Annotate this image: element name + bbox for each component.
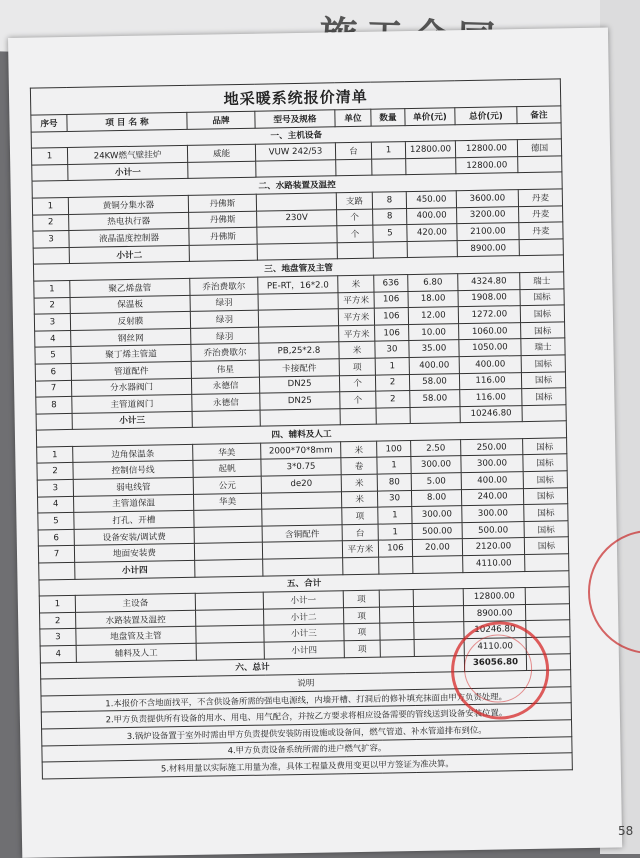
table-cell: 绿羽 (191, 327, 259, 345)
table-cell: 主管道保温 (74, 494, 194, 513)
table-cell: 4110.00 (463, 555, 525, 573)
table-cell: 国标 (521, 355, 565, 372)
table-cell (413, 605, 463, 622)
table-cell: 4 (35, 330, 71, 347)
table-cell: 4 (38, 496, 74, 513)
table-cell: 乔治费歇尔 (190, 277, 258, 295)
table-cell: 设备安装/调试费 (74, 527, 194, 546)
table-cell: 热电执行器 (69, 212, 189, 231)
table-cell: 小计四 (75, 560, 195, 579)
table-cell: 反射膜 (70, 311, 190, 330)
table-cell: 总价(元) (455, 107, 517, 125)
table-cell: 2 (34, 297, 70, 314)
table-cell (256, 193, 336, 211)
table-cell: 4324.80 (458, 273, 520, 291)
table-cell: 丹佛斯 (189, 211, 257, 229)
table-cell (343, 557, 379, 574)
table-cell (410, 406, 460, 423)
table-cell (337, 242, 373, 259)
table-cell: 5 (373, 225, 407, 242)
table-cell: 2.甲方负责提供所有设备的用水、用电、用气配合，并按乙方要求将相应设备需要的管线送到设备安装位置。 (41, 703, 571, 729)
table-cell: 弱电线管 (73, 477, 193, 496)
table-cell: 国标 (524, 521, 568, 538)
table-cell: 35.00 (409, 340, 459, 357)
table-cell (379, 557, 413, 574)
table-cell: 3 (33, 231, 69, 248)
quote-sheet (8, 28, 622, 858)
table-cell: 永德信 (191, 377, 259, 395)
table-cell: 丹麦 (519, 205, 563, 222)
table-cell (522, 405, 566, 422)
table-cell: 二、水路装置及温控 (32, 172, 562, 198)
table-cell (336, 159, 372, 176)
table-cell: 个 (340, 391, 376, 408)
table-cell: 7 (38, 546, 74, 563)
table-cell: 聚丁烯主管道 (71, 345, 191, 364)
table-cell: 一、主机设备 (31, 122, 561, 148)
table-cell: 3 (34, 314, 70, 331)
table-cell: 1060.00 (459, 322, 521, 340)
table-cell (413, 589, 463, 606)
table-cell: 12.00 (408, 307, 458, 324)
table-cell: PE-RT，16*2.0 (258, 276, 338, 294)
table-cell (32, 164, 68, 181)
table-cell: 打孔、开槽 (74, 511, 194, 530)
table-cell: 12800.00 (463, 588, 525, 606)
table-cell: 小计二 (69, 245, 189, 264)
table-cell: 230V (257, 209, 337, 227)
table-cell: 2.50 (411, 440, 461, 457)
table-cell (258, 309, 338, 327)
table-cell: 30 (377, 490, 411, 507)
table-cell: 106 (374, 291, 408, 308)
table-cell: 3.锅炉设备置于室外时需由甲方负责提供安装防雨设施或设备间，燃气管道、补水管道排布到位。 (42, 720, 572, 746)
table-cell: 说明 (41, 670, 571, 696)
table-cell: 项 (344, 640, 380, 657)
table-cell: 500.00 (412, 522, 462, 539)
table-cell: 1 (37, 446, 73, 463)
table-cell: 1 (371, 142, 405, 159)
table-cell: 永德信 (192, 393, 260, 411)
table-cell: 116.00 (460, 389, 522, 407)
table-cell: 3*0.75 (261, 458, 341, 476)
table-cell: 地面安装费 (74, 544, 194, 563)
table-cell (379, 590, 413, 607)
table-cell: 序号 (31, 114, 67, 131)
table-cell: 116.00 (459, 372, 521, 390)
table-cell: 300.00 (462, 505, 524, 523)
table-cell: 420.00 (407, 224, 457, 241)
table-cell: 支路 (336, 192, 372, 209)
table-cell: 36056.80 (464, 654, 526, 672)
table-cell: 国标 (523, 438, 567, 455)
table-cell: 水路装置及温控 (76, 610, 196, 629)
table-cell (519, 239, 563, 256)
table-cell: 1 (34, 280, 70, 297)
table-cell: 五、合计 (39, 570, 569, 596)
table-cell: 5 (38, 513, 74, 530)
table-cell (192, 410, 260, 428)
table-cell (373, 241, 407, 258)
table-cell (525, 587, 569, 604)
table-cell (36, 413, 72, 430)
table-cell: 国标 (524, 504, 568, 521)
table-cell (196, 609, 264, 627)
table-cell: 6 (35, 363, 71, 380)
table-cell: 6 (38, 529, 74, 546)
table-cell: 控制信号线 (73, 461, 193, 480)
table-cell: 240.00 (461, 488, 523, 506)
table-cell (262, 508, 342, 526)
table-cell: 品牌 (187, 111, 255, 129)
table-cell (188, 161, 256, 179)
table-cell: 80 (377, 474, 411, 491)
table-cell: 1 (378, 523, 412, 540)
table-cell: 备注 (517, 106, 561, 123)
table-cell: 国标 (521, 371, 565, 388)
table-cell: 国标 (521, 322, 565, 339)
table-cell: de20 (261, 475, 341, 493)
table-cell (259, 325, 339, 343)
table-cell: 型号及规格 (255, 110, 335, 128)
table-cell (189, 244, 257, 262)
table-cell: 400.00 (407, 207, 457, 224)
table-cell: 个 (337, 225, 373, 242)
table-cell (194, 509, 262, 527)
table-cell: 国标 (520, 288, 564, 305)
table-cell: 华美 (193, 443, 261, 461)
table-cell: 8900.00 (463, 604, 525, 622)
table-cell: 边角保温条 (73, 444, 193, 463)
table-cell (196, 626, 264, 644)
table-cell: 3200.00 (457, 206, 519, 224)
table-cell: 106 (375, 324, 409, 341)
table-cell: 国标 (523, 487, 567, 504)
table-cell: 四、辅料及人工 (36, 421, 566, 447)
table-cell (414, 622, 464, 639)
table-cell: 国标 (522, 388, 566, 405)
table-cell: 18.00 (408, 290, 458, 307)
table-cell: 单位 (335, 109, 371, 126)
table-cell (257, 226, 337, 244)
table-cell: 1 (39, 596, 75, 613)
table-cell: 项 (343, 590, 379, 607)
table-cell: 国标 (520, 305, 564, 322)
table-cell (525, 554, 569, 571)
table-cell: 平方米 (338, 292, 374, 309)
table-cell: 黄铜分集水器 (68, 195, 188, 214)
table-cell: 华美 (193, 493, 261, 511)
table-cell: 1 (31, 148, 67, 165)
table-cell: VUW 242/53 (255, 143, 335, 161)
table-cell: 小计三 (72, 411, 192, 430)
table-cell: 106 (374, 308, 408, 325)
table-cell (379, 606, 413, 623)
table-cell (195, 592, 263, 610)
table-cell (372, 158, 406, 175)
table-cell (262, 541, 342, 559)
table-cell: 数量 (371, 109, 405, 126)
table-cell: 单价(元) (405, 108, 455, 125)
table-cell: 58.00 (410, 390, 460, 407)
table-cell: 含铜配件 (262, 525, 342, 543)
table-cell: 1 (377, 457, 411, 474)
table-cell: 小计一 (68, 162, 188, 181)
table-cell: 5.00 (411, 473, 461, 490)
table-cell: 平方米 (342, 541, 378, 558)
table-cell: 丹麦 (518, 189, 562, 206)
table-cell: 米 (341, 441, 377, 458)
table-cell: 米 (338, 275, 374, 292)
table-cell: 2100.00 (457, 223, 519, 241)
table-cell (33, 247, 69, 264)
table-cell (260, 408, 340, 426)
table-cell: 小计二 (264, 608, 344, 626)
table-cell: 丹佛斯 (188, 194, 256, 212)
table-cell: 项 (343, 607, 379, 624)
table-cell: 4110.00 (464, 638, 526, 656)
table-cell (195, 559, 263, 577)
table-cell: 1908.00 (458, 289, 520, 307)
table-cell: 项 (339, 358, 375, 375)
table-cell (406, 157, 456, 174)
table-cell: 个 (339, 375, 375, 392)
table-cell: 1 (378, 507, 412, 524)
table-cell: DN25 (259, 375, 339, 393)
table-cell: 6.80 (408, 274, 458, 291)
table-cell: 卷 (341, 458, 377, 475)
table-cell: 2 (37, 463, 73, 480)
table-cell: 瑞士 (521, 338, 565, 355)
table-cell (407, 240, 457, 257)
table-cell (518, 156, 562, 173)
table-cell: 小计四 (264, 641, 344, 659)
table-cell: 保温板 (70, 295, 190, 314)
table-cell: 2 (40, 612, 76, 629)
table-cell: 丹佛斯 (189, 227, 257, 245)
table-cell: 12800.00 (456, 156, 518, 174)
table-cell: 450.00 (406, 191, 456, 208)
table-cell: 2120.00 (462, 538, 524, 556)
table-cell (194, 543, 262, 561)
table-cell: 项 目 名 称 (67, 112, 187, 131)
table-cell: 起帆 (193, 460, 261, 478)
table-cell: 聚乙烯盘管 (70, 278, 190, 297)
table-cell: 8.00 (411, 489, 461, 506)
table-cell: 液晶温度控制器 (69, 229, 189, 248)
table-cell (376, 407, 410, 424)
table-cell: 1272.00 (458, 306, 520, 324)
table-cell (261, 491, 341, 509)
table-cell: 威能 (187, 144, 255, 162)
table-cell: 8 (373, 208, 407, 225)
table-cell: 瑞士 (520, 272, 564, 289)
table-cell (257, 243, 337, 261)
page-mark: 58 (618, 824, 634, 838)
table-cell: 500.00 (462, 521, 524, 539)
table-cell: 1.本报价不含地面找平，不含供设备所需的强电电源线，内墙开槽、打洞后的修补填充抹面由甲方负责处理。 (41, 687, 571, 713)
table-cell: 平方米 (338, 308, 374, 325)
table-cell: 250.00 (461, 438, 523, 456)
table-cell: 400.00 (459, 355, 521, 373)
table-cell: 300.00 (411, 456, 461, 473)
table-cell: 12800.00 (455, 140, 517, 158)
table-cell: 卡接配件 (259, 359, 339, 377)
table-cell: 钢丝网 (71, 328, 191, 347)
table-cell (196, 642, 264, 660)
table-cell: 个 (337, 209, 373, 226)
table-cell (263, 558, 343, 576)
table-cell: 12800.00 (405, 141, 455, 158)
table-cell (380, 623, 414, 640)
table-cell: 5.材料用量以实际施工用量为准，具体工程量及费用变更以甲方签证为准决算。 (42, 753, 572, 779)
table-cell: 国标 (523, 471, 567, 488)
table-cell: 六、总计 (40, 655, 464, 679)
table-cell: 4 (40, 645, 76, 662)
table-cell: 58.00 (409, 373, 459, 390)
table-cell (340, 408, 376, 425)
table-cell: 4.甲方负责设备系统所需的进户燃气扩容。 (42, 736, 572, 762)
table-cell: 106 (378, 540, 412, 557)
table-cell: 1 (375, 357, 409, 374)
table-cell: 24KW燃气壁挂炉 (67, 146, 187, 165)
table-cell: 10246.80 (464, 621, 526, 639)
table-cell: 米 (341, 491, 377, 508)
table-cell: 国标 (524, 537, 568, 554)
table-cell (39, 562, 75, 579)
table-cell: 3 (37, 479, 73, 496)
table-cell (194, 526, 262, 544)
table-cell: 乔治费歇尔 (191, 343, 259, 361)
table-cell: 20.00 (412, 539, 462, 556)
table-cell: 分水器阀门 (71, 378, 191, 397)
table-cell: 辅料及人工 (76, 643, 196, 662)
table-cell: 8 (36, 397, 72, 414)
table-cell (258, 292, 338, 310)
table-cell: 10.00 (409, 323, 459, 340)
table-cell (525, 604, 569, 621)
table-cell: 台 (342, 524, 378, 541)
table-cell: 米 (339, 341, 375, 358)
table-cell: 8 (372, 192, 406, 209)
table-cell: 300.00 (461, 455, 523, 473)
table-cell: 主管道阀门 (72, 394, 192, 413)
table-cell: 300.00 (412, 506, 462, 523)
table-cell: 绿羽 (190, 294, 258, 312)
table-cell: 台 (335, 142, 371, 159)
table-cell: 7 (35, 380, 71, 397)
table-cell: 30 (375, 341, 409, 358)
table-cell: 8900.00 (457, 239, 519, 257)
table-cell: 1 (32, 197, 68, 214)
table-cell: 2 (375, 374, 409, 391)
table-cell (413, 556, 463, 573)
table-cell: 项 (344, 624, 380, 641)
table-cell: 地盘管及主管 (76, 627, 196, 646)
table-cell: 2000*70*8mm (261, 442, 341, 460)
table-cell: 项 (342, 507, 378, 524)
table-cell: 2 (376, 391, 410, 408)
table-cell: DN25 (260, 392, 340, 410)
table-cell: 400.00 (409, 357, 459, 374)
table-cell: 丹麦 (519, 222, 563, 239)
table-cell: 5 (35, 347, 71, 364)
table-cell: 绿羽 (190, 310, 258, 328)
table-cell (256, 160, 336, 178)
table-cell: 管道配件 (71, 361, 191, 380)
table-cell: 636 (374, 274, 408, 291)
table-cell: 3600.00 (456, 190, 518, 208)
table-cell: 三、地盘管及主管 (33, 255, 563, 281)
table-cell: 400.00 (461, 472, 523, 490)
table-cell: 米 (341, 474, 377, 491)
table-cell: 1050.00 (459, 339, 521, 357)
table-cell: 3 (40, 629, 76, 646)
table-cell: 小计三 (264, 624, 344, 642)
table-cell: PB,25*2.8 (259, 342, 339, 360)
document-title: 地采暖系统报价清单 (30, 79, 560, 115)
table-cell: 伟星 (191, 360, 259, 378)
table-cell: 德国 (517, 139, 561, 156)
table-cell (380, 640, 414, 657)
table-cell: 主设备 (75, 594, 195, 613)
table-cell: 10246.80 (460, 405, 522, 423)
table-cell: 100 (377, 440, 411, 457)
table-cell: 国标 (523, 454, 567, 471)
table-cell: 小计一 (263, 591, 343, 609)
table-cell: 公元 (193, 476, 261, 494)
table-cell: 2 (33, 214, 69, 231)
table-cell: 平方米 (339, 325, 375, 342)
